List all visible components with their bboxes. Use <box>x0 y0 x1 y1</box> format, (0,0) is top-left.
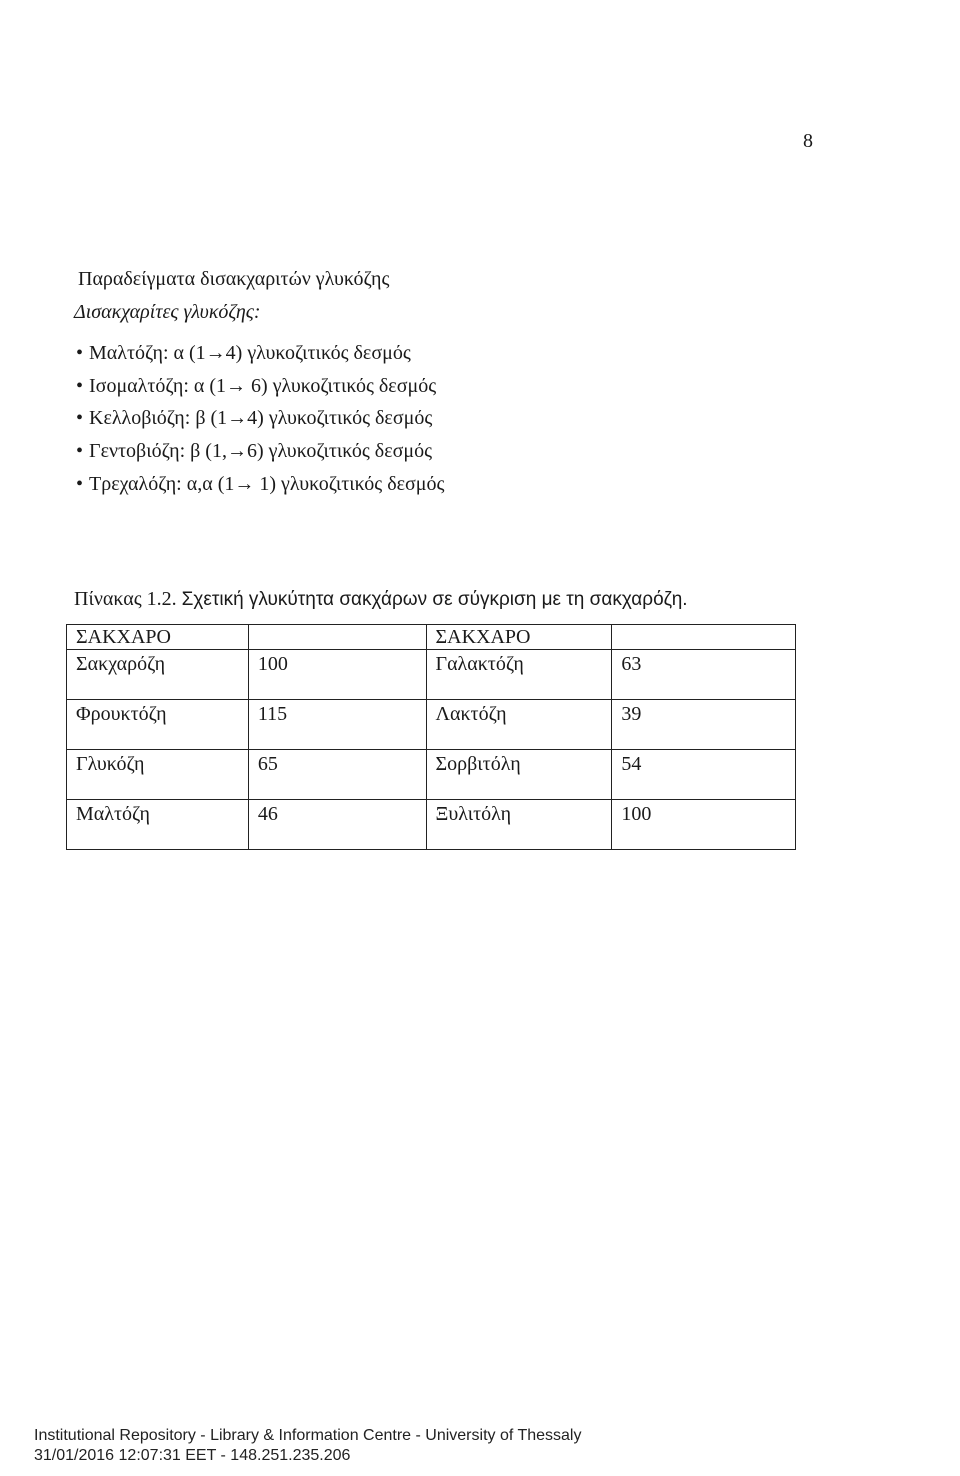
table-cell: Λακτόζη <box>426 700 612 750</box>
table-cell: 63 <box>612 650 796 700</box>
table-cell: Σακχαρόζη <box>67 650 249 700</box>
table-header-cell: ΣΑΚΧΑΡΟ <box>426 625 612 650</box>
list-item: • Γεντοβιόζη: β (1,→6) γλυκοζιτικός δεσμός <box>76 438 444 471</box>
table-header-cell <box>248 625 426 650</box>
table-header-cell: ΣΑΚΧΑΡΟ <box>67 625 249 650</box>
list-item: • Μαλτόζη: α (1→4) γλυκοζιτικός δεσμός <box>76 340 444 373</box>
page-number: 8 <box>803 130 813 152</box>
table-caption-label: Πίνακας 1.2. <box>74 588 177 610</box>
table-cell: 46 <box>248 800 426 850</box>
section-heading: Παραδείγματα δισακχαριτών γλυκόζης <box>78 268 390 290</box>
disaccharide-list <box>76 340 444 503</box>
table-cell: Γλυκόζη <box>67 750 249 800</box>
section-subheading: Δισακχαρίτες γλυκόζης: <box>74 301 261 323</box>
table-caption-text: Σχετική γλυκύτητα σακχάρων σε σύγκριση με τη σακχαρόζη. <box>181 589 688 610</box>
table-cell: Γαλακτόζη <box>426 650 612 700</box>
table-row <box>67 650 796 700</box>
repository-footer <box>34 1426 581 1466</box>
table-header-row <box>67 625 796 650</box>
footer-line: Institutional Repository - Library & Information Centre - University of Thessaly <box>34 1427 582 1444</box>
table-cell: Ξυλιτόλη <box>426 800 612 850</box>
table-row <box>67 750 796 800</box>
footer-timestamp: 31/01/2016 12:07:31 EET - 148.251.235.206 <box>34 1447 351 1464</box>
table-header-cell <box>612 625 796 650</box>
table-cell: 54 <box>612 750 796 800</box>
table-cell: Φρουκτόζη <box>67 700 249 750</box>
table-caption <box>74 588 688 611</box>
table-cell: Σορβιτόλη <box>426 750 612 800</box>
table-cell: Μαλτόζη <box>67 800 249 850</box>
sweetness-table <box>66 624 796 850</box>
table-cell: 65 <box>248 750 426 800</box>
table-row <box>67 700 796 750</box>
list-item: • Τρεχαλόζη: α,α (1→ 1) γλυκοζιτικός δεσμός <box>76 471 444 504</box>
table-cell: 100 <box>248 650 426 700</box>
list-item: • Ισομαλτόζη: α (1→ 6) γλυκοζιτικός δεσμός <box>76 373 444 406</box>
list-item: • Κελλοβιόζη: β (1→4) γλυκοζιτικός δεσμός <box>76 405 444 438</box>
table-cell: 100 <box>612 800 796 850</box>
table-row <box>67 800 796 850</box>
table-cell: 39 <box>612 700 796 750</box>
table-cell: 115 <box>248 700 426 750</box>
